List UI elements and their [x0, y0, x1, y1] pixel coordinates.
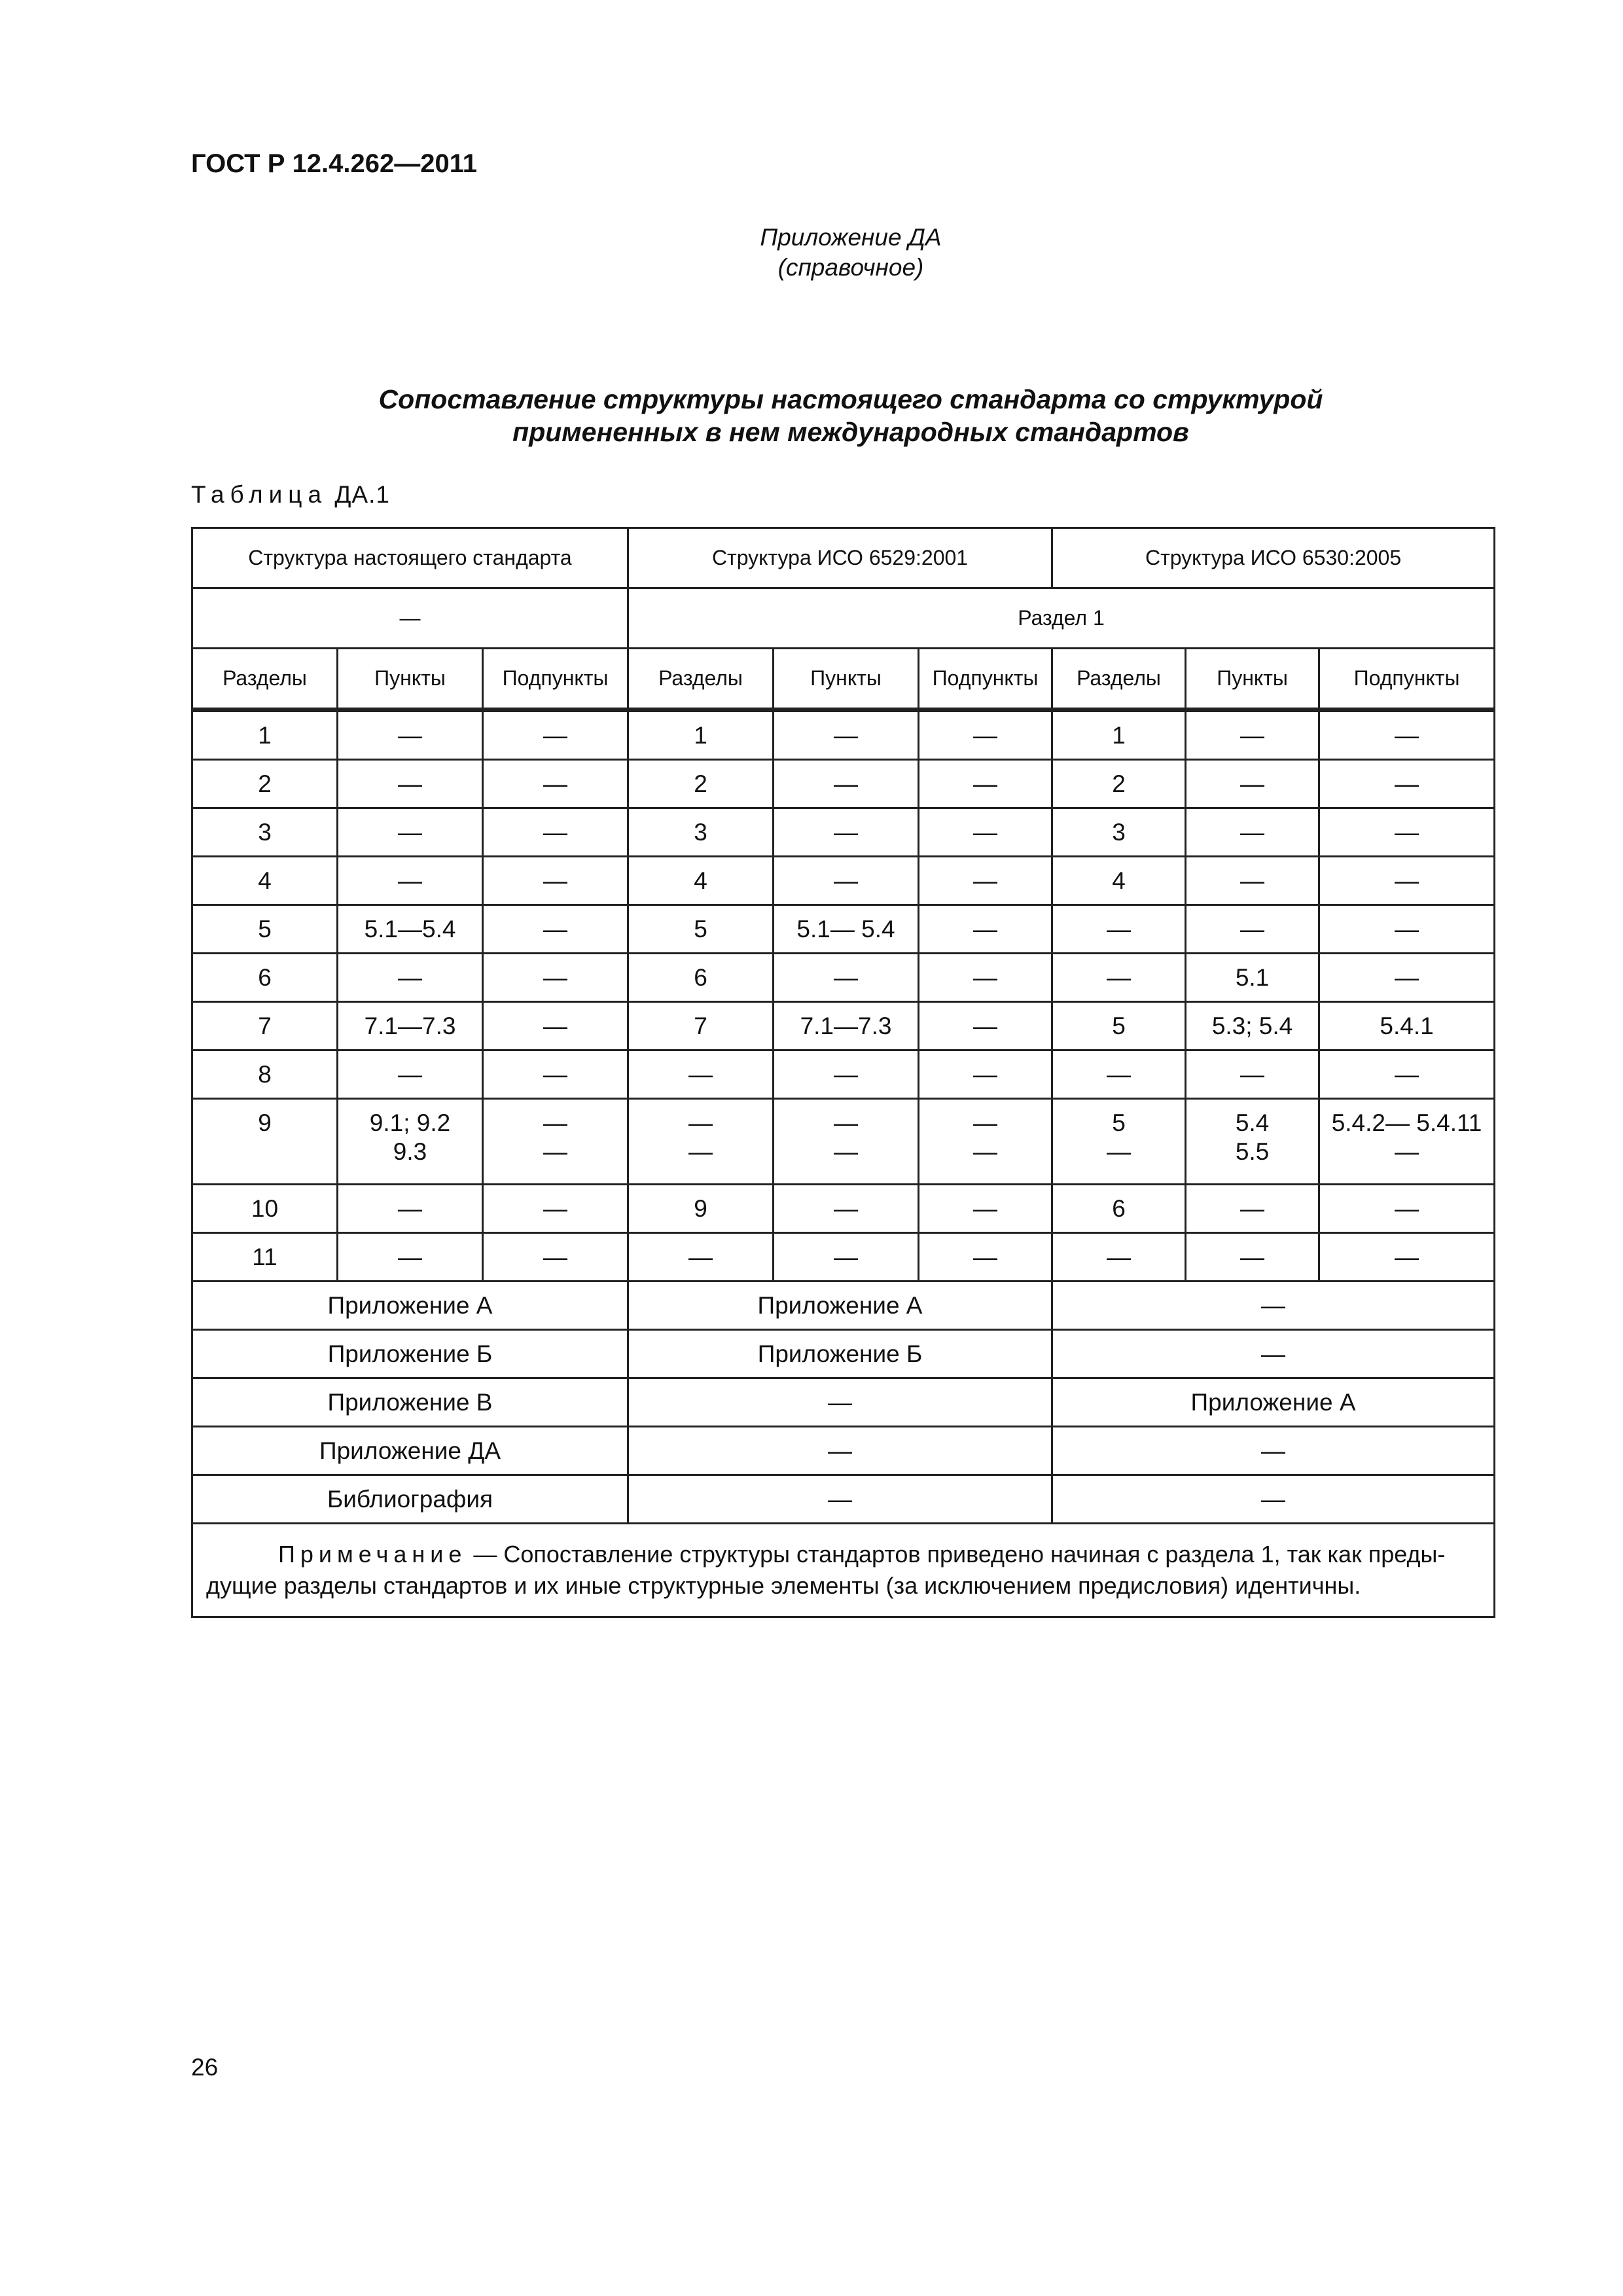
table-cell: —: [483, 808, 628, 857]
table-cell: 2: [628, 760, 774, 808]
note-text: — Сопоставление структуры стандартов приведено начиная с раздела 1, так как преды-: [467, 1541, 1446, 1568]
table-cell: —: [1052, 905, 1186, 954]
column-header: Подпункты: [483, 649, 628, 710]
table-cell: —: [338, 760, 483, 808]
table-cell: —: [338, 1233, 483, 1282]
table-cell: —: [628, 1050, 774, 1099]
cell-line: —: [688, 1109, 713, 1136]
cell-line: —: [834, 1109, 858, 1136]
table-cell: —: [1186, 857, 1319, 905]
table-cell: —: [1052, 1475, 1495, 1524]
annex-row: [192, 1282, 1495, 1330]
cell-line: —: [1107, 1138, 1132, 1165]
annex-row: [192, 1427, 1495, 1475]
table-cell: 6: [1052, 1185, 1186, 1233]
comparison-table: [191, 527, 1495, 1618]
table-cell: [774, 1099, 919, 1185]
table-row: [192, 1185, 1495, 1233]
table-row: [192, 1050, 1495, 1099]
table-cell: —: [1186, 760, 1319, 808]
column-header: Пункты: [774, 649, 919, 710]
note-heading: Примечание: [278, 1541, 467, 1568]
group-header-this-standard: Структура настоящего стандарта: [192, 528, 628, 588]
table-cell: —: [483, 760, 628, 808]
table-cell: 2: [192, 760, 338, 808]
table-cell: 5: [1052, 1002, 1186, 1050]
table-cell: —: [919, 760, 1052, 808]
table-cell: —: [919, 954, 1052, 1002]
table-cell: 5.1—5.4: [338, 905, 483, 954]
cell-line: —: [1395, 1138, 1419, 1165]
table-cell: 5.1: [1186, 954, 1319, 1002]
table-cell: —: [1319, 808, 1495, 857]
table-cell: Приложение В: [192, 1378, 628, 1427]
table-cell: [483, 1099, 628, 1185]
note-row: [192, 1524, 1495, 1617]
table-cell: —: [774, 1050, 919, 1099]
table-cell: 2: [1052, 760, 1186, 808]
table-cell: 1: [192, 710, 338, 760]
table-cell: —: [1319, 1185, 1495, 1233]
table-cell: —: [1319, 954, 1495, 1002]
column-header: Разделы: [628, 649, 774, 710]
table-cell: 5: [192, 905, 338, 954]
table-cell: —: [1052, 1427, 1495, 1475]
subheader-row: [192, 588, 1495, 649]
section-title-line2: примененных в нем международных стандартов: [512, 417, 1189, 447]
table-cell: —: [1186, 1185, 1319, 1233]
cell-line: 9: [258, 1109, 272, 1136]
subheader-right: Раздел 1: [628, 588, 1495, 649]
table-cell: —: [483, 857, 628, 905]
table-cell: —: [919, 1050, 1052, 1099]
table-cell: —: [1319, 710, 1495, 760]
table-cell: —: [628, 1378, 1052, 1427]
table-cell: 11: [192, 1233, 338, 1282]
annex-title: Приложение ДА: [760, 224, 942, 251]
table-cell: —: [1186, 808, 1319, 857]
column-header: Разделы: [1052, 649, 1186, 710]
table-cell: —: [483, 1185, 628, 1233]
table-cell: [1052, 1099, 1186, 1185]
cell-line: —: [543, 1109, 567, 1136]
table-note: [192, 1524, 1495, 1617]
table-cell: —: [774, 857, 919, 905]
document-code: ГОСТ Р 12.4.262—2011: [191, 149, 477, 178]
group-header-iso-6530: Структура ИСО 6530:2005: [1052, 528, 1495, 588]
table-cell: —: [1052, 1050, 1186, 1099]
table-cell: —: [338, 808, 483, 857]
annex-row: [192, 1475, 1495, 1524]
table-cell: —: [338, 1185, 483, 1233]
column-header-row: [192, 649, 1495, 710]
table-cell: Приложение А: [628, 1282, 1052, 1330]
table-cell: 5.1— 5.4: [774, 905, 919, 954]
table-label: [191, 481, 390, 509]
table-cell: —: [483, 710, 628, 760]
subheader-left: —: [192, 588, 628, 649]
annex-row: [192, 1330, 1495, 1378]
table-cell: —: [919, 1002, 1052, 1050]
table-cell: —: [483, 905, 628, 954]
table-cell: —: [774, 760, 919, 808]
table-row: [192, 808, 1495, 857]
table-label-number: ДА.1: [334, 481, 390, 508]
table-cell: 7: [192, 1002, 338, 1050]
column-header: Подпункты: [919, 649, 1052, 710]
note-text-continued: дущие разделы стандартов и их иные структурные элементы (за исключением предисловия) идентичны.: [206, 1572, 1361, 1599]
table-cell: —: [1186, 710, 1319, 760]
table-cell: —: [1052, 954, 1186, 1002]
table-cell: —: [1186, 905, 1319, 954]
table-row: [192, 905, 1495, 954]
table-cell: 9: [628, 1185, 774, 1233]
table-cell: Приложение Б: [192, 1330, 628, 1378]
annex-heading: [0, 223, 1623, 283]
table-cell: —: [919, 905, 1052, 954]
table-label-word: Таблица: [191, 481, 328, 508]
table-cell: 5.4.1: [1319, 1002, 1495, 1050]
cell-line: —: [973, 1109, 998, 1136]
table-cell: —: [919, 1185, 1052, 1233]
table-cell: —: [483, 1002, 628, 1050]
table-cell: —: [1319, 1050, 1495, 1099]
table-cell: —: [1319, 857, 1495, 905]
table-cell: 6: [628, 954, 774, 1002]
table-row: [192, 954, 1495, 1002]
column-header: Пункты: [338, 649, 483, 710]
cell-line: 5.5: [1235, 1138, 1270, 1165]
table-cell: Приложение А: [1052, 1378, 1495, 1427]
cell-line: —: [834, 1138, 858, 1165]
table-row: [192, 760, 1495, 808]
cell-line: —: [688, 1138, 713, 1165]
table-row: [192, 857, 1495, 905]
table-cell: 4: [1052, 857, 1186, 905]
group-header-row: [192, 528, 1495, 588]
table-cell: Приложение Б: [628, 1330, 1052, 1378]
table-cell: —: [774, 710, 919, 760]
table-cell: —: [919, 1233, 1052, 1282]
table-cell: —: [919, 710, 1052, 760]
table-cell: —: [774, 954, 919, 1002]
table-cell: —: [1052, 1282, 1495, 1330]
table-cell: 7.1—7.3: [774, 1002, 919, 1050]
table-row: [192, 1233, 1495, 1282]
cell-line: —: [973, 1138, 998, 1165]
table-cell: —: [1319, 905, 1495, 954]
table-cell: 1: [628, 710, 774, 760]
column-header: Пункты: [1186, 649, 1319, 710]
table-cell: —: [919, 857, 1052, 905]
table-cell: 4: [628, 857, 774, 905]
table-cell: [1319, 1099, 1495, 1185]
table-cell: 4: [192, 857, 338, 905]
table-row: [192, 1002, 1495, 1050]
table-cell: 7: [628, 1002, 774, 1050]
cell-line: 5: [1112, 1109, 1126, 1136]
section-title: [0, 383, 1623, 448]
table-cell: —: [483, 1233, 628, 1282]
table-row: [192, 1099, 1495, 1185]
table-cell: —: [774, 1233, 919, 1282]
table-cell: [338, 1099, 483, 1185]
table-cell: —: [628, 1427, 1052, 1475]
column-header: Подпункты: [1319, 649, 1495, 710]
table-cell: [1186, 1099, 1319, 1185]
table-cell: —: [1052, 1330, 1495, 1378]
column-header: Разделы: [192, 649, 338, 710]
page-number: 26: [191, 2054, 219, 2081]
table-cell: [192, 1099, 338, 1185]
cell-line: —: [543, 1138, 567, 1165]
table-cell: Библиография: [192, 1475, 628, 1524]
cell-line: 5.4: [1235, 1109, 1270, 1136]
table-cell: Приложение ДА: [192, 1427, 628, 1475]
table-cell: 3: [192, 808, 338, 857]
annex-row: [192, 1378, 1495, 1427]
table-cell: 8: [192, 1050, 338, 1099]
table-cell: —: [1186, 1050, 1319, 1099]
table-cell: Приложение А: [192, 1282, 628, 1330]
group-header-iso-6529: Структура ИСО 6529:2001: [628, 528, 1052, 588]
cell-line: 9.1; 9.2: [369, 1109, 451, 1136]
table-cell: 1: [1052, 710, 1186, 760]
table-cell: —: [483, 1050, 628, 1099]
table-row: [192, 710, 1495, 760]
table-cell: —: [338, 857, 483, 905]
table-cell: [919, 1099, 1052, 1185]
table-cell: 5.3; 5.4: [1186, 1002, 1319, 1050]
table-cell: 7.1—7.3: [338, 1002, 483, 1050]
table-cell: —: [1186, 1233, 1319, 1282]
section-title-line1: Сопоставление структуры настоящего стандарта со структурой: [378, 384, 1323, 414]
table-cell: —: [628, 1475, 1052, 1524]
table-cell: —: [774, 808, 919, 857]
cell-line: 9.3: [393, 1138, 427, 1165]
cell-line: 5.4.2— 5.4.11: [1331, 1109, 1482, 1136]
table-cell: —: [338, 1050, 483, 1099]
table-cell: —: [919, 808, 1052, 857]
table-cell: —: [774, 1185, 919, 1233]
table-cell: —: [338, 954, 483, 1002]
table-cell: —: [1319, 1233, 1495, 1282]
table-cell: 3: [1052, 808, 1186, 857]
table-cell: —: [1319, 760, 1495, 808]
table-cell: —: [628, 1233, 774, 1282]
table-cell: —: [483, 954, 628, 1002]
table-cell: 10: [192, 1185, 338, 1233]
table-cell: —: [1052, 1233, 1186, 1282]
table-cell: 6: [192, 954, 338, 1002]
table-cell: [628, 1099, 774, 1185]
table-cell: —: [338, 710, 483, 760]
table-cell: 5: [628, 905, 774, 954]
table-cell: 3: [628, 808, 774, 857]
annex-status: (справочное): [777, 254, 924, 281]
